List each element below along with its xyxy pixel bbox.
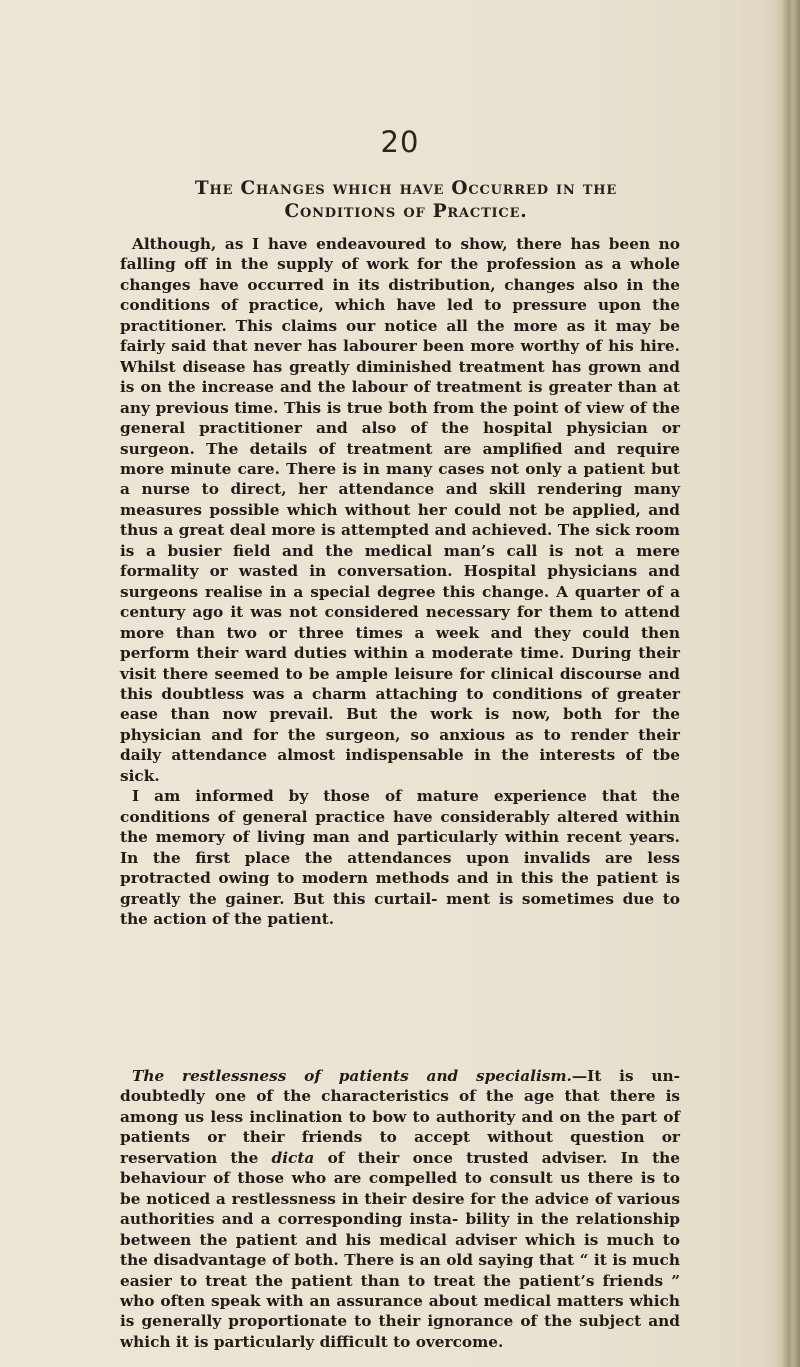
body-text-section-1 — [120, 234, 680, 929]
paragraph-3-italic-term: dicta — [271, 1148, 315, 1167]
page-edge-binding — [772, 0, 800, 1367]
paragraph-2: I am informed by those of mature experience that the conditions of general practice have considerably altered within the memory of living man and particularly within recent years. In the first place the attendances upon invalids are less protracted owing to modern methods and in this the patient is greatly the gainer. But this curtail- ment is sometimes due to the action of the patient. — [120, 787, 680, 928]
body-text-section-2 — [120, 1066, 680, 1352]
section-heading-line-1: The Changes which have Occurred in the — [194, 178, 618, 199]
paragraph-3-rest: of their once trusted adviser. In the behaviour of those who are compelled to consult us there is to be noticed a restlessness in their desire for the advice of various authorities and a corresponding insta- bility in the relationship between the patient and his medical adviser which is much to the disadvantage of both. There is an old saying that “ it is much easier to treat the patient than to treat the patient’s friends ” who often speak with an assurance about medical matters which is generally proportionate to their ignorance of the subject and which it is particularly difficult to overcome. — [120, 1148, 680, 1351]
paragraph-3-subheading: The restlessness of patients and specialism. — [132, 1067, 572, 1085]
page-number: 20 — [380, 125, 420, 159]
paragraph-1: Although, as I have endeavoured to show, there has been no falling off in the supply of work for the profession as a whole changes have occurred in its distribution, changes also in the conditions of practice, which have led to pressure upon the practitioner. This claims our notice all the more as it may be fairly said that never has labourer been more worthy of his hire. Whilst disease has greatly diminished treatment has grown and is on the increase and the labour of treatment is greater than at any previous time. This is true both from the point of view of the general practitioner and also of the hospital physician or surgeon. The details of treatment are amplified and require more minute care. There is in many cases not only a patient but a nurse to direct, her attendance and skill rendering many measures possible which without her could not be applied, and thus a great deal more is attempted and achieved. The sick room is a busier field and the medical man’s call is not a mere formality or wasted in conversation. Hospital physicians and surgeons realise in a special degree this change. A quarter of a century ago it was not considered necessary for them to attend more than two or three times a week and they could then perform their ward duties within a moderate time. During their visit there seemed to be ample leisure for clinical discourse and this doubtless was a charm attaching to conditions of greater ease than now prevail. But the work is now, both for the physician and for the surgeon, so anxious as to render their daily attendance almost indispensable in the interests of tbe sick. — [120, 235, 680, 785]
section-heading — [130, 177, 682, 223]
paragraph-3-lead: —It is un- doubtedly one of the characteristics of the age that there is among us less inclination to bow to authority and on the part of patients or their friends to accept without question or reservation the — [120, 1067, 680, 1167]
section-heading-line-2: Conditions of Practice. — [284, 201, 528, 222]
paragraph-3 — [120, 1066, 680, 1352]
